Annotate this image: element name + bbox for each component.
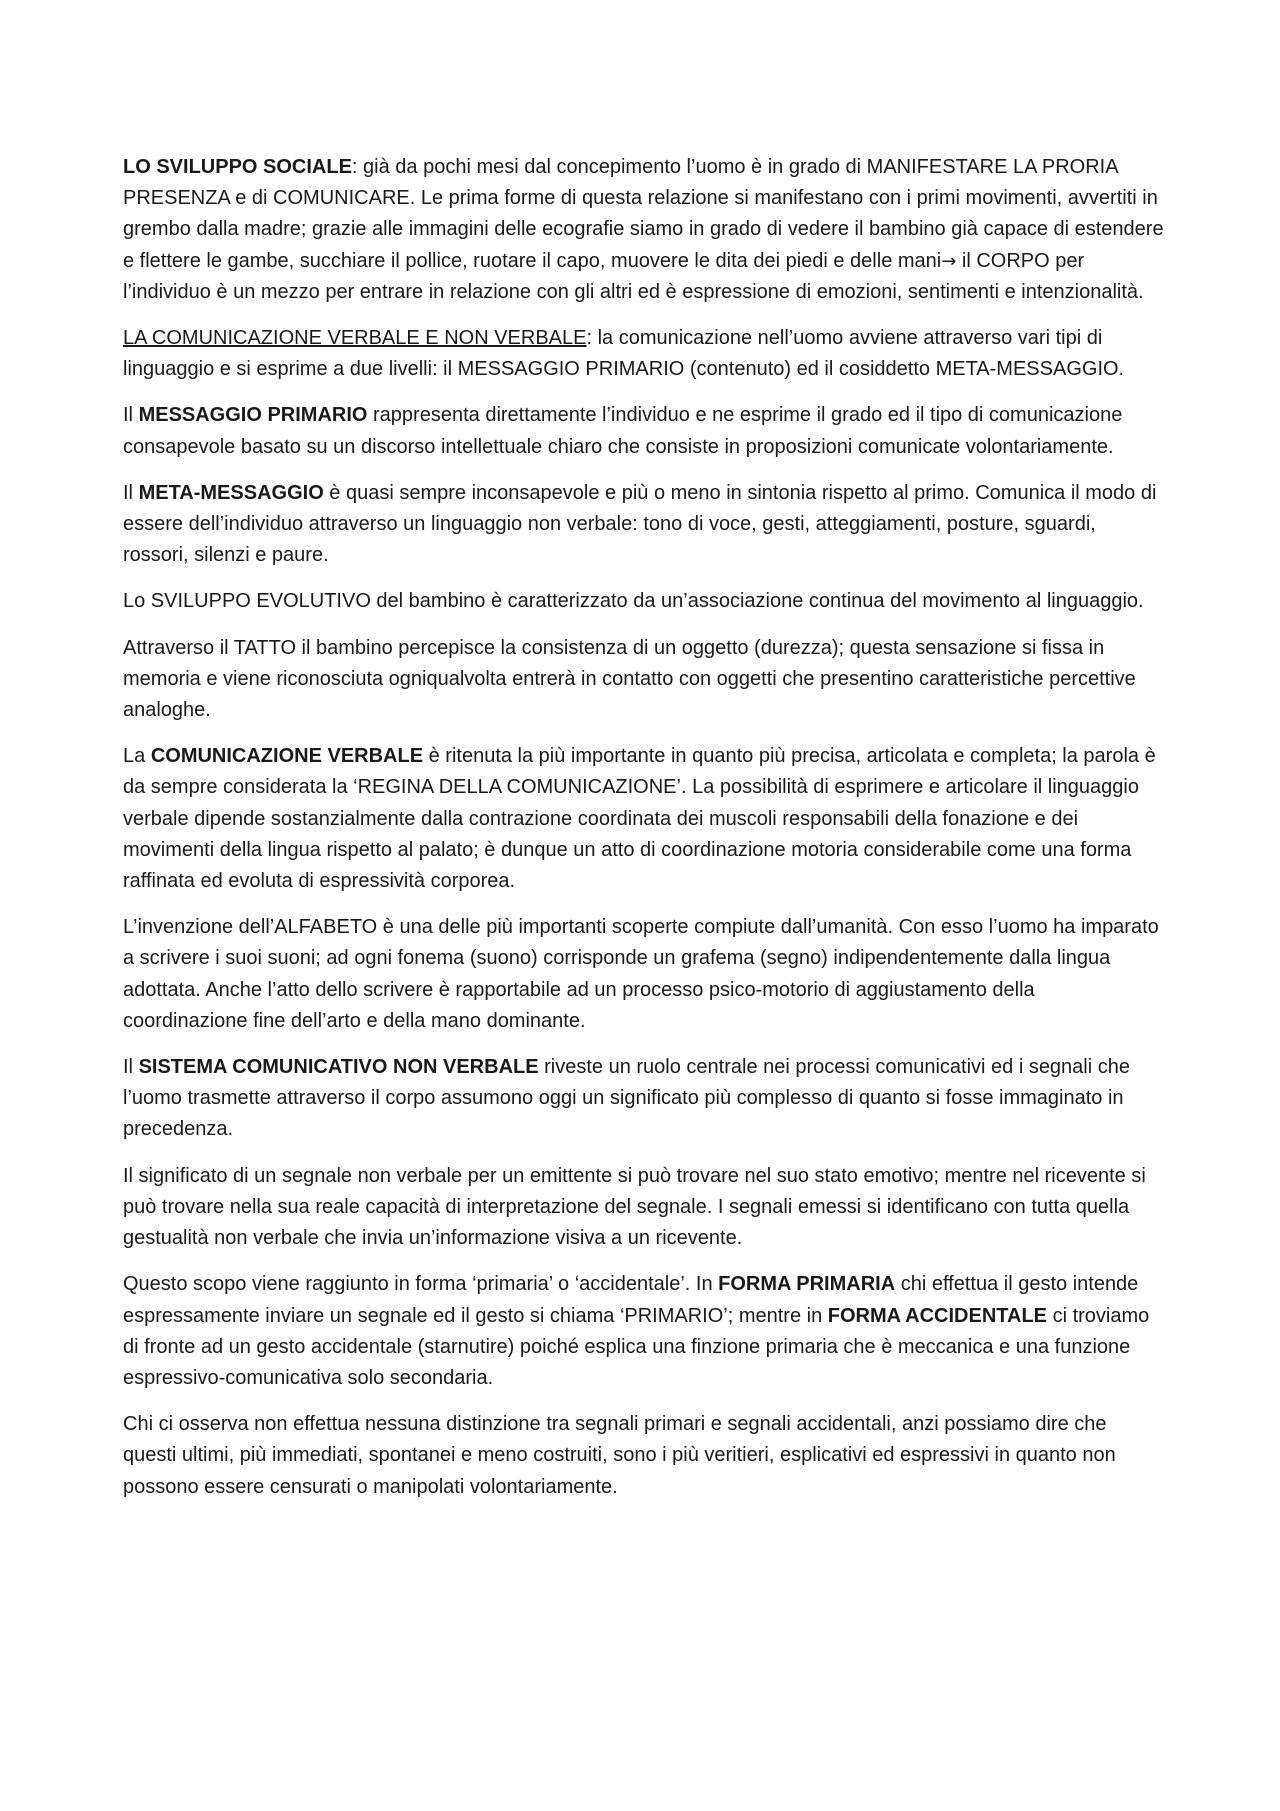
- arrow-right-icon: →: [941, 250, 957, 272]
- text-run: rappresenta direttamente l’individuo e ne esprime il grado ed il tipo di comunicazione consapevole basato su un discorso intellettuale chiaro che consiste in proposizioni comunicate volontariamente.: [123, 404, 1123, 458]
- bold-term: MESSAGGIO PRIMARIO: [138, 404, 368, 427]
- text-run: Attraverso il TATTO il bambino percepisce la consistenza di un oggetto (durezza); questa sensazione si fissa in memoria e viene riconosciuta ogniqualvolta entrerà in contatto con oggetti che presentino caratteristiche percettive analoghe.: [123, 636, 1136, 722]
- paragraph: [123, 478, 1164, 572]
- bold-term: LO SVILUPPO SOCIALE: [123, 156, 352, 178]
- text-run: La: [123, 745, 151, 768]
- bold-term: FORMA ACCIDENTALE: [827, 1304, 1048, 1327]
- bold-term: SISTEMA COMUNICATIVO NON VERBALE: [138, 1056, 539, 1079]
- underlined-heading: LA COMUNICAZIONE VERBALE E NON VERBALE: [123, 327, 587, 350]
- text-run: Il: [123, 481, 139, 504]
- text-run: è ritenuta la più importante in quanto più precisa, articolata e completa; la parola è da sempre considerata la ‘REGINA DELLA COMUNICAZIONE’. La possibilità di esprimere e articolare il linguaggio verbale dipende sostanzialmente dalla contrazione coordinata dei muscoli responsabili della fonazione e dei movimenti della lingua rispetto al palato; è dunque un atto di coordinazione motoria considerabile come una forma raffinata ed evoluta di espressività corporea.: [123, 745, 1156, 893]
- text-run: Il: [123, 1056, 139, 1079]
- text-run: Il significato di un segnale non verbale per un emittente si può trovare nel suo stato emotivo; mentre nel ricevente si può trovare nella sua reale capacità di interpretazione del segnale. I segnali emessi si identificano con tutta quella gestualità non verbale che invia un’informazione visiva a un ricevente.: [123, 1164, 1146, 1250]
- text-run: chi effettua il gesto intende espressamente inviare un segnale ed il gesto si chiama ‘PRIMARIO’; mentre in: [123, 1273, 1139, 1327]
- paragraph: [123, 633, 1164, 727]
- text-run: Lo SVILUPPO EVOLUTIVO del bambino è caratterizzato da un’associazione continua del movimento al linguaggio.: [123, 590, 1144, 613]
- paragraph: [123, 1161, 1164, 1255]
- text-run: : la comunicazione nell’uomo avviene attraverso vari tipi di linguaggio e si esprime a due livelli: il MESSAGGIO PRIMARIO (contenuto) ed il cosiddetto META-MESSAGGIO.: [123, 327, 1125, 381]
- paragraph: [123, 1052, 1164, 1146]
- bold-term: FORMA PRIMARIA: [718, 1273, 896, 1296]
- text-run: riveste un ruolo centrale nei processi comunicativi ed i segnali che l’uomo trasmette attraverso il corpo assumono oggi un significato più complesso di quanto si fosse immaginato in precedenza.: [123, 1056, 1130, 1141]
- text-run: : già da pochi mesi dal concepimento l’uomo è in grado di MANIFESTARE LA PRORIA PRESENZA e di COMUNICARE. Le prima forme di questa relazione si manifestano con i primi movimenti, avvertiti in grembo dalla madre; grazie alle immagini delle ecografie siamo in grado di vedere il bambino già capace di estendere e flettere le gambe, succhiare il pollice, ruotare il capo, muovere le dita dei piedi e delle mani: [123, 156, 1164, 272]
- text-run: Il: [123, 404, 139, 427]
- paragraph: [123, 1269, 1164, 1394]
- bold-term: COMUNICAZIONE VERBALE: [150, 745, 424, 768]
- paragraph: [123, 586, 1164, 617]
- text-run: L’invenzione dell’ALFABETO è una delle più importanti scoperte compiute dall’umanità. Con esso l’uomo ha imparato a scrivere i suoi suoni; ad ogni fonema (suono) corrisponde un grafema (segno) indipendentemente dalla lingua adottata. Anche l’atto dello scrivere è rapportabile ad un processo psico-motorio di aggiustamento della coordinazione fine dell’arto e della mano dominante.: [123, 916, 1159, 1032]
- paragraph: [123, 323, 1164, 385]
- text-run: ci troviamo di fronte ad un gesto accidentale (starnutire) poiché esplica una finzione primaria che è meccanica e una funzione espressivo-comunicativa solo secondaria.: [123, 1304, 1150, 1389]
- paragraph: [123, 741, 1164, 897]
- bold-term: META-MESSAGGIO: [138, 481, 324, 504]
- text-run: è quasi sempre inconsapevole e più o meno in sintonia rispetto al primo. Comunica il modo di essere dell’individuo attraverso un linguaggio non verbale: tono di voce, gesti, atteggiamenti, posture, sguardi, rossori, silenzi e paure.: [123, 481, 1157, 567]
- text-run: Chi ci osserva non effettua nessuna distinzione tra segnali primari e segnali accidentali, anzi possiamo dire che questi ultimi, più immediati, spontanei e meno costruiti, sono i più veritieri, esplicativi ed espressivi in quanto non possono essere censurati o manipolati volontariamente.: [123, 1413, 1116, 1498]
- paragraph: [123, 912, 1164, 1037]
- paragraph: [123, 1409, 1164, 1503]
- paragraph: [123, 152, 1164, 308]
- text-run: il CORPO per l’individuo è un mezzo per entrare in relazione con gli altri ed è espressione di emozioni, sentimenti e intenzionalità.: [123, 249, 1144, 303]
- document-body: [123, 152, 1164, 1503]
- paragraph: [123, 400, 1164, 462]
- text-run: Questo scopo viene raggiunto in forma ‘primaria’ o ‘accidentale’. In: [123, 1273, 719, 1296]
